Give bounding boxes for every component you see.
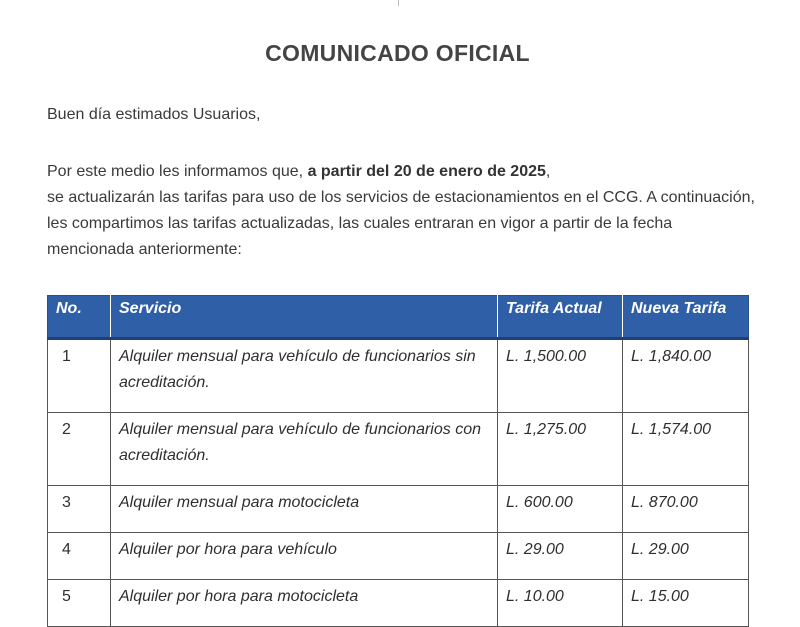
table-row	[48, 533, 749, 580]
row-service: Alquiler mensual para motocicleta	[111, 486, 498, 533]
row-number: 4	[48, 533, 111, 580]
row-new-rate: L. 1,574.00	[623, 413, 749, 486]
row-number: 3	[48, 486, 111, 533]
greeting-text: Buen día estimados Usuarios,	[47, 106, 261, 123]
announcement-paragraph	[47, 159, 757, 263]
row-new-rate: L. 870.00	[623, 486, 749, 533]
top-divider-mark	[398, 0, 399, 6]
paragraph-body: se actualizarán las tarifas para uso de los servicios de estacionamientos en el CCG. A continuación, les compartimos las tarifas actualizadas, las cuales entraran en vigor a partir de la fecha mencionada anteriormente:	[47, 189, 755, 258]
row-current-rate: L. 600.00	[498, 486, 623, 533]
header-current-rate: Tarifa Actual	[498, 296, 623, 339]
row-current-rate: L. 1,500.00	[498, 339, 623, 413]
row-service: Alquiler mensual para vehículo de funcionarios con acreditación.	[111, 413, 498, 486]
row-number: 2	[48, 413, 111, 486]
table-row	[48, 413, 749, 486]
row-service: Alquiler por hora para motocicleta	[111, 580, 498, 627]
row-current-rate: L. 29.00	[498, 533, 623, 580]
table-row	[48, 580, 749, 627]
row-new-rate: L. 29.00	[623, 533, 749, 580]
table-row	[48, 486, 749, 533]
header-service: Servicio	[111, 296, 498, 339]
row-new-rate: L. 1,840.00	[623, 339, 749, 413]
rates-table	[47, 295, 749, 627]
row-service: Alquiler por hora para vehículo	[111, 533, 498, 580]
page-title: COMUNICADO OFICIAL	[265, 40, 530, 66]
header-new-rate: Nueva Tarifa	[623, 296, 749, 339]
row-new-rate: L. 15.00	[623, 580, 749, 627]
table-header-row	[48, 296, 749, 339]
row-current-rate: L. 10.00	[498, 580, 623, 627]
row-service: Alquiler mensual para vehículo de funcionarios sin acreditación.	[111, 339, 498, 413]
row-current-rate: L. 1,275.00	[498, 413, 623, 486]
table-row	[48, 339, 749, 413]
row-number: 1	[48, 339, 111, 413]
paragraph-intro: Por este medio les informamos que,	[47, 163, 308, 180]
header-no: No.	[48, 296, 111, 339]
row-number: 5	[48, 580, 111, 627]
paragraph-comma: ,	[545, 163, 551, 180]
effective-date: a partir del 20 de enero de 2025	[307, 163, 546, 180]
